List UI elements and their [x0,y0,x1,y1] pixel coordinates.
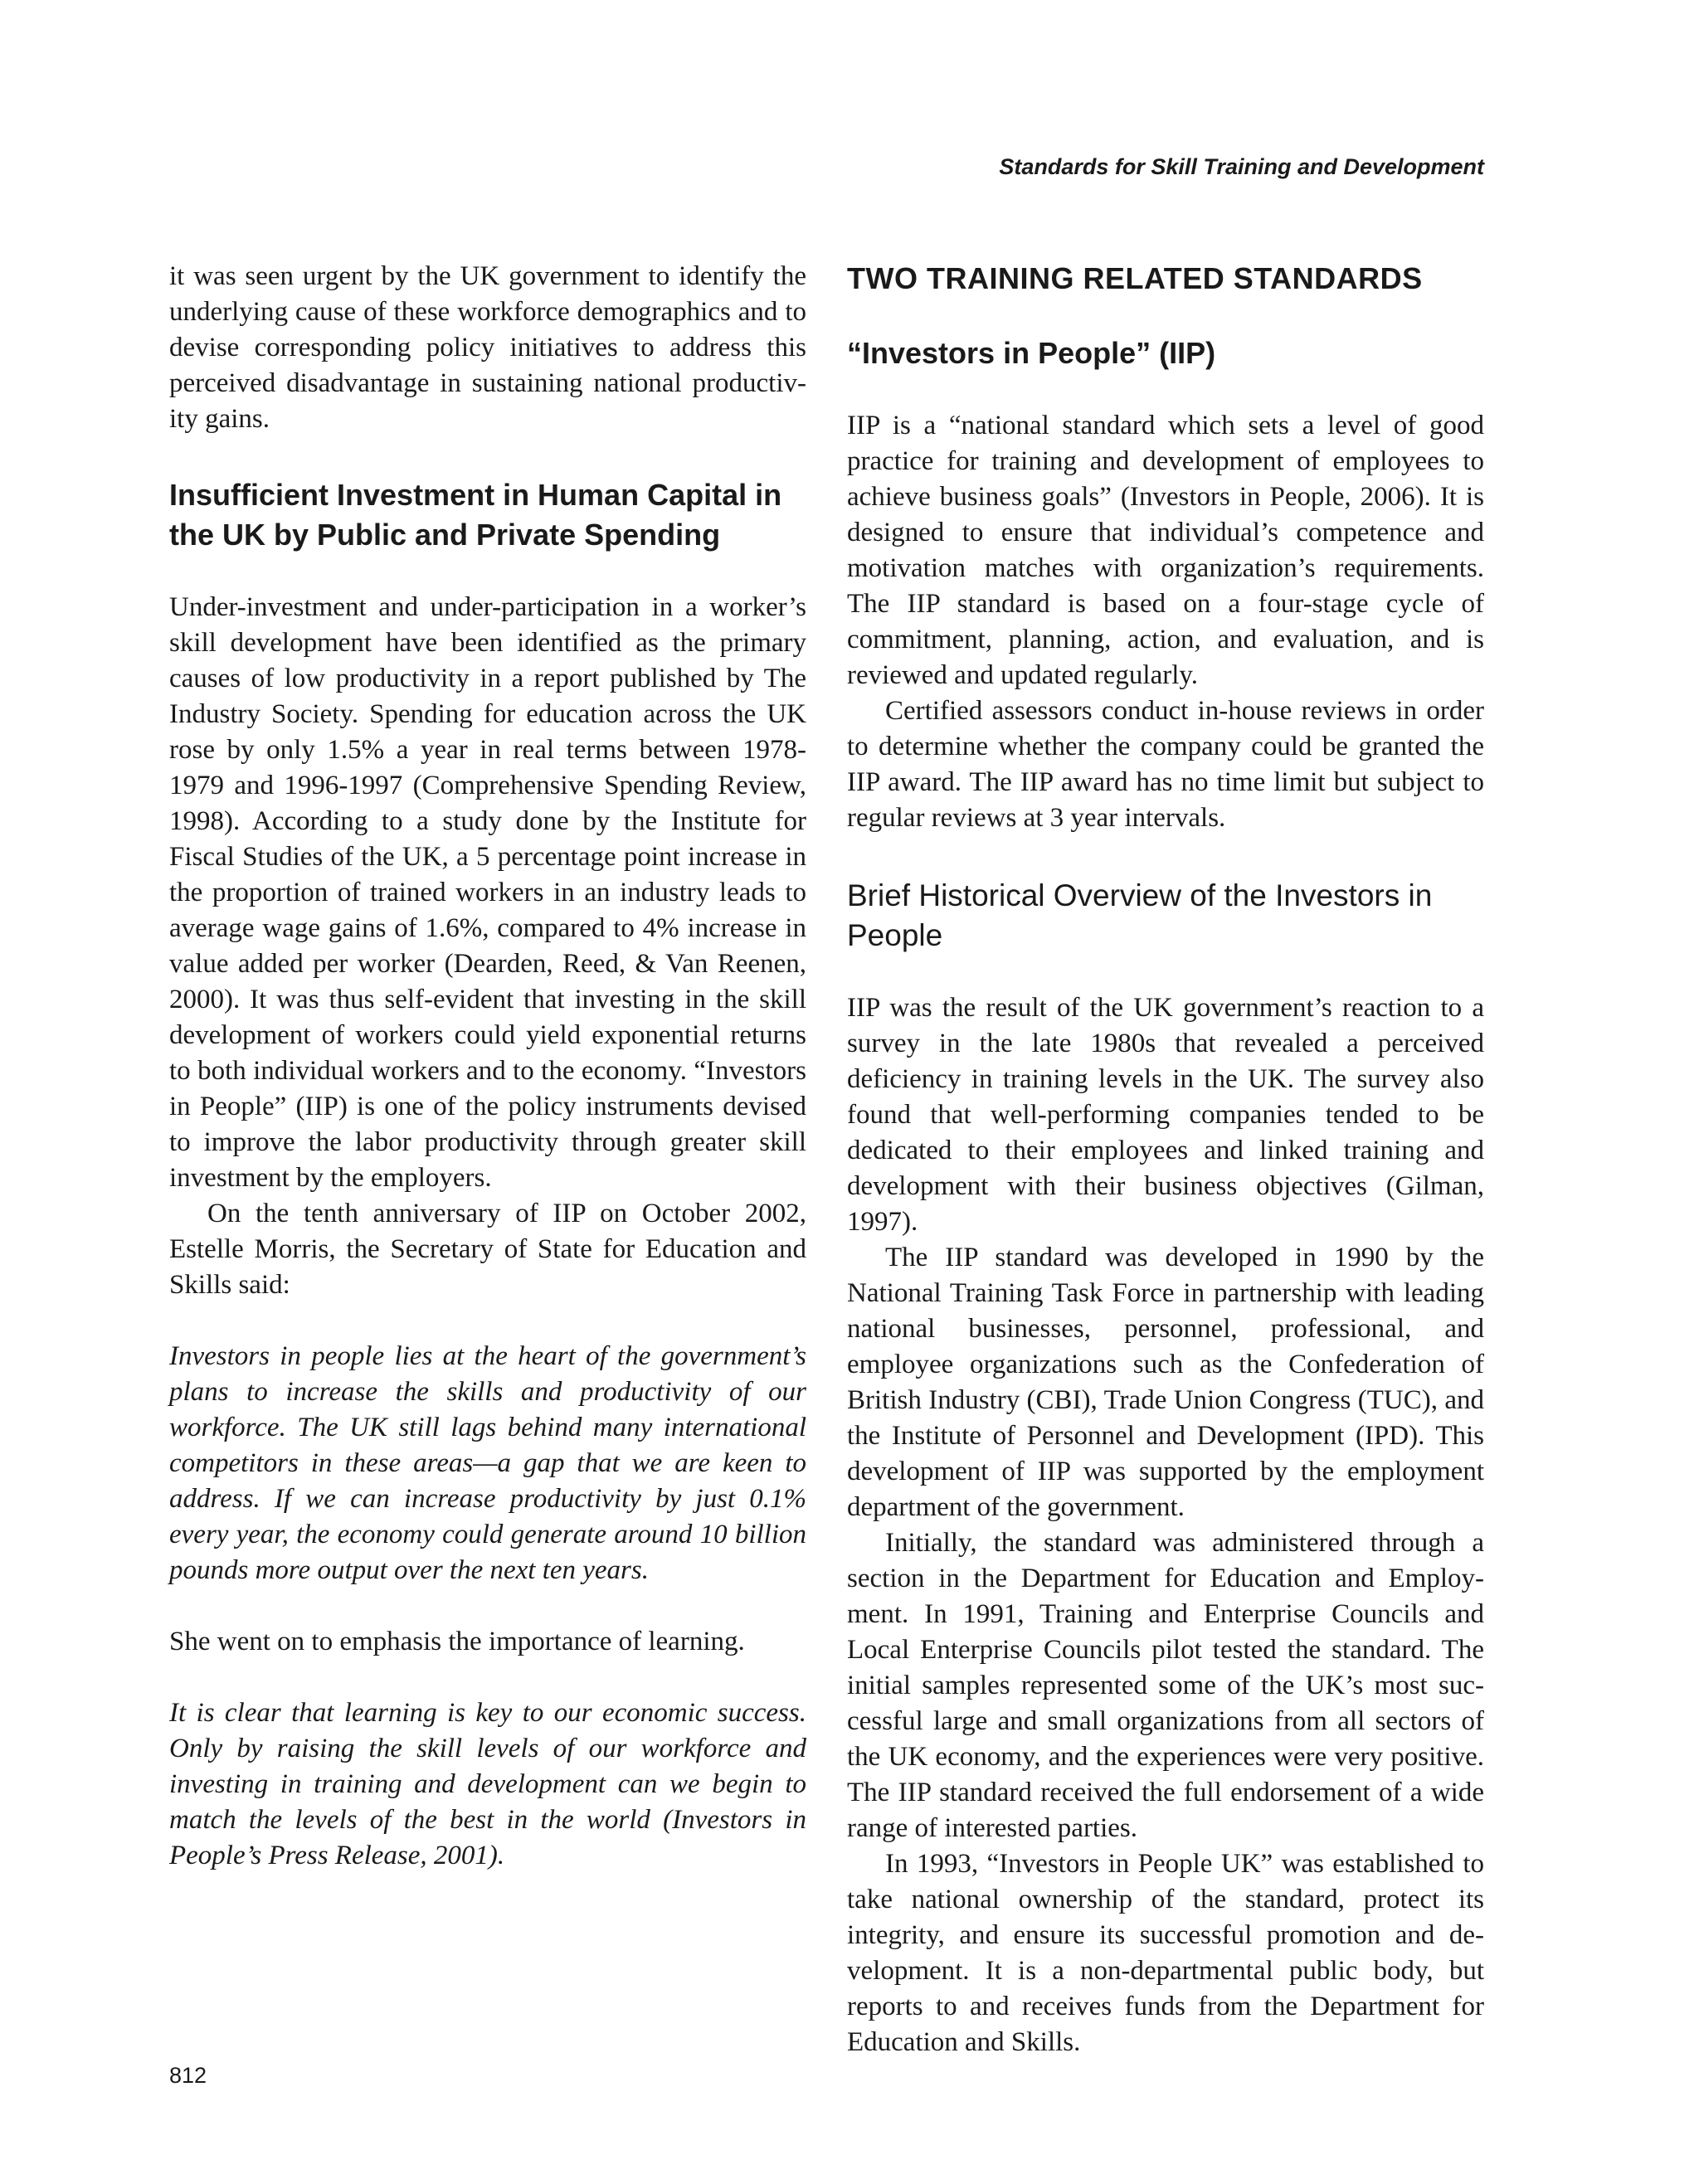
page-number: 812 [169,2063,207,2088]
section-heading-insufficient-investment: Insufficient Investment in Human Capital in the UK by Public and Private Spending [169,478,782,552]
paragraph-iip-result: IIP was the result of the UK government’s reaction to a survey in the late 1980s that revealed a perceived deficiency in training levels in the UK. The survey also found that well-performing companies tended to be dedicated to their employees and linked training and development with their business objectives (Gilman, 1997). [847,993,1484,1237]
paragraph-certified-assessors: Certified assessors conduct in-house reviews in order to determine whether the company could be granted the IIP award. The IIP award has no time limit but subject to regular reviews at 3 year intervals. [847,696,1484,833]
right-column [847,259,1484,2060]
block-quote-morris: Investors in people lies at the heart of the government’s plans to increase the skills and productivity of our workforce. The UK still lags behind many international competitors in these areas—a gap that we are keen to address. If we can increase productivity by just 0.1% every year, the economy could generate around 10 billion pounds more output over the next ten years. [169,1341,806,1585]
paragraph-initially: Initially, the standard was administered through a section in the Department for Education and Employment. In 1991, Training and Enterprise Councils and Local Enterprise Councils pilot tested the standard. The initial samples represented some of the UK’s most successful large and small organizations from all sectors of the UK economy, and the experiences were very positive. The IIP standard received the full endorsement of a wide range of interested parties. [847,1528,1484,1843]
running-head: Standards for Skill Training and Development [999,154,1484,179]
block-quote-learning: It is clear that learning is key to our economic success. Only by raising the skill levels of our workforce and investing in training and development can we begin to match the levels of the best in the world (Investors in People’s Press Release, 2001). [169,1698,806,1870]
paragraph-went-on: She went on to emphasis the importance of learning. [169,1627,745,1656]
paragraph-intro: it was seen urgent by the UK government to identify the underlying cause of these workforce demographics and to devise corresponding policy initiatives to address this perceived disadvantage in sustaining national productivity gains. [169,261,806,434]
paragraph-developed-1990: The IIP standard was developed in 1990 by the National Training Task Force in partnership with leading national businesses, personnel, professional, and employee organizations such as the Confederation of British Industry (CBI), Trade Union Congress (TUC), and the Institute of Personnel and Development (IPD). This development of IIP was supported by the employment department of the government. [847,1243,1484,1522]
paragraph-underinvestment: Under-investment and under-participation in a worker’s skill development have been identified as the primary causes of low productivity in a report published by The Industry Society. Spending for education across the UK rose by only 1.5% a year in real terms between 1978-1979 and 1996-1997 (Comprehensive Spending Review, 1998). According to a study done by the Institute for Fiscal Studies of the UK, a 5 percentage point increase in the proportion of trained workers in an industry leads to average wage gains of 1.6%, compared to 4% increase in value added per worker (Dearden, Reed, & Van Reenen, 2000). It was thus self-evident that investing in the skill development of workers could yield exponential returns to both individual workers and to the economy. “Investors in People” (IIP) is one of the policy instruments devised to improve the labor productivity through greater skill investment by the employers. [169,592,806,1193]
subsection-heading-iip: “Investors in People” (IIP) [847,336,1216,370]
subsection-heading-brief-history: Brief Historical Overview of the Investors in People [847,878,1433,952]
section-heading-two-standards: TWO TRAINING RELATED STANDARDS [847,261,1423,295]
left-column [169,259,806,1874]
paragraph-iip-definition: IIP is a “national standard which sets a level of good practice for training and development of employees to achieve business goals” (Investors in People, 2006). It is designed to ensure that individual’s competence and motivation matches with organization’s requirements. The IIP standard is based on a four-stage cycle of commitment, planning, action, and evaluation, and is reviewed and updated regularly. [847,411,1484,690]
paragraph-tenth-anniversary: On the tenth anniversary of IIP on October 2002, Estelle Morris, the Secretary of State for Education and Skills said: [169,1199,806,1300]
paragraph-1993: In 1993, “Investors in People UK” was established to take national ownership of the standard, protect its integrity, and ensure its successful promotion and development. It is a non-departmental public body, but reports to and receives funds from the Department for Education and Skills. [847,1849,1484,2057]
